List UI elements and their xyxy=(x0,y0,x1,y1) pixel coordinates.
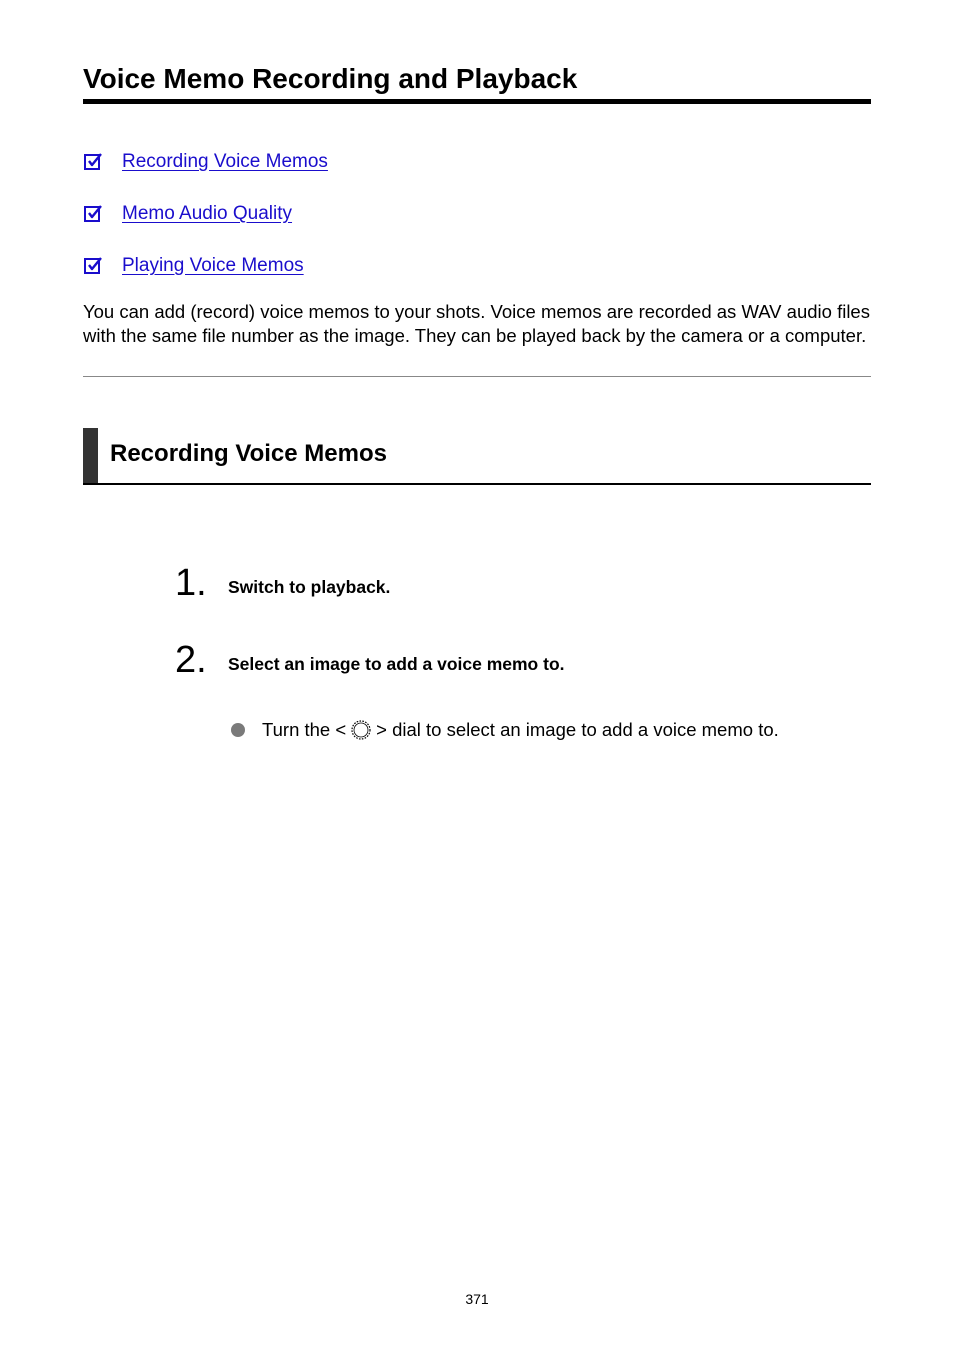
bullet-dot xyxy=(231,723,245,737)
toc-item-recording-voice-memos[interactable] xyxy=(83,149,328,175)
toc-link[interactable]: Recording Voice Memos xyxy=(122,151,328,172)
step-number: 2. xyxy=(175,639,207,681)
intro-paragraph: You can add (record) voice memos to your shots. Voice memos are recorded as WAV audio files with the same file number as the image. They can be played back by the camera or a computer. xyxy=(83,301,870,346)
checkbox-arrow-icon xyxy=(83,204,103,224)
checkbox-arrow-icon xyxy=(83,256,103,276)
section-marker xyxy=(83,428,98,484)
step-number: 1. xyxy=(175,562,207,604)
quick-control-dial-icon xyxy=(350,719,372,741)
bullet-text-suffix: > dial to select an image to add a voice memo to. xyxy=(376,719,779,740)
title-rule xyxy=(83,99,871,104)
section-rule xyxy=(83,483,871,485)
toc-link[interactable]: Playing Voice Memos xyxy=(122,255,304,276)
bullet-item xyxy=(262,718,779,742)
intro-divider xyxy=(83,376,871,377)
page-title: Voice Memo Recording and Playback xyxy=(83,63,578,94)
section-title: Recording Voice Memos xyxy=(110,440,387,467)
toc-item-memo-audio-quality[interactable] xyxy=(83,201,292,227)
toc-item-playing-voice-memos[interactable] xyxy=(83,253,304,279)
bullet-text-prefix: Turn the < xyxy=(262,719,347,740)
step-text: Select an image to add a voice memo to. xyxy=(228,654,565,674)
toc-link[interactable]: Memo Audio Quality xyxy=(122,203,293,224)
page-number: 371 xyxy=(465,1291,489,1307)
checkbox-arrow-icon xyxy=(83,152,103,172)
step-text: Switch to playback. xyxy=(228,577,391,597)
